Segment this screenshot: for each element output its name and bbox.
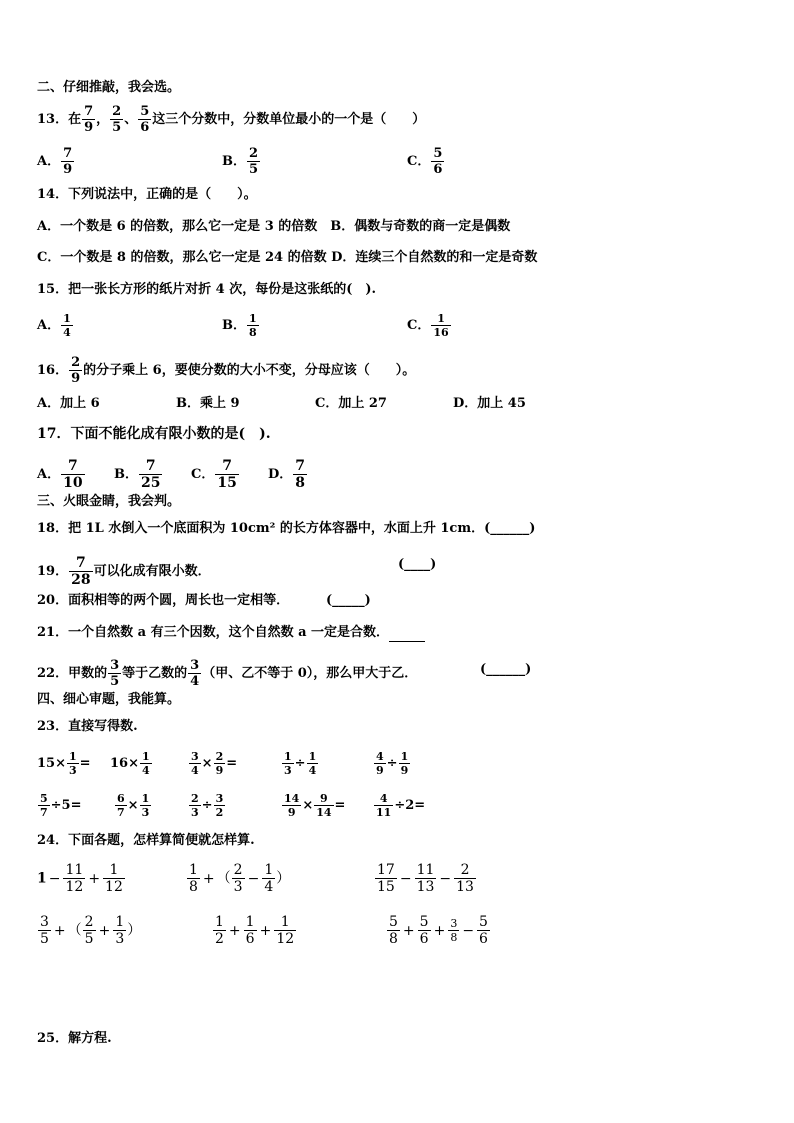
calc-item: $\frac{4}{11}$ ÷2=	[376, 792, 426, 819]
q16-option-a: A．加上 6	[37, 396, 100, 411]
calc-item: $\frac{14}{9}$ × $\frac{9}{14}$ =	[284, 792, 346, 819]
calc-item: $\frac{1}{3}$ ÷ $\frac{1}{4}$	[284, 750, 317, 777]
section-4-title: 四、细心审题，我能算。	[37, 692, 181, 707]
calc-item: $\frac{1}{2}$ + $\frac{1}{6}$ + $\frac{1}{12}$	[215, 914, 295, 947]
calc-item: $\frac{17}{15}$ − $\frac{11}{13}$ − $\frac{2}{13}$	[377, 862, 474, 895]
question-24: 24．下面各题，怎样算简便就怎样算.	[37, 833, 255, 848]
question-13: 13．在 $\frac{7}{9}$ ， $\frac{2}{5}$ 、 $\frac{5}{6}$ 这三个分数中，分数单位最小的一个是（ ）	[37, 104, 426, 135]
question-16: 16． $\frac{2}{9}$ 的分子乘上 6，要使分数的大小不变，分母应该（ ）。	[37, 355, 416, 386]
question-15: 15．把一张长方形的纸片对折 4 次，每份是这张纸的( ).	[37, 282, 377, 297]
calc-item: 16× $\frac{1}{4}$	[110, 750, 150, 777]
q14-options-ab: A．一个数是 6 的倍数，那么它一定是 3 的倍数 B．偶数与奇数的商一定是偶数	[37, 219, 511, 234]
q15-option-b: B． $\frac{1}{8}$	[222, 312, 257, 339]
calc-item: $\frac{1}{8}$ + （ $\frac{2}{3}$ − $\frac{1}{4}$ ）	[189, 862, 291, 895]
calc-item: $\frac{3}{4}$ × $\frac{2}{9}$ =	[191, 750, 238, 777]
fraction: $\frac{2}{5}$	[112, 104, 122, 135]
question-25: 25．解方程.	[37, 1031, 112, 1046]
q14-options-cd: C．一个数是 8 的倍数，那么它一定是 24 的倍数 D．连续三个自然数的和一定是奇数	[37, 250, 538, 265]
question-23: 23．直接写得数.	[37, 719, 138, 734]
calc-item: $\frac{2}{3}$ ÷ $\frac{3}{2}$	[191, 792, 224, 819]
q17-option-b: B． $\frac{7}{25}$	[114, 458, 161, 491]
q15-option-a: A． $\frac{1}{4}$	[37, 312, 71, 339]
q22-answer-blank[interactable]: (______)	[480, 662, 532, 677]
calc-item: $\frac{4}{9}$ ÷ $\frac{1}{9}$	[376, 750, 409, 777]
calc-item: $\frac{5}{8}$ + $\frac{5}{6}$ + $\frac{3}{8}$ − $\frac{5}{6}$	[389, 914, 488, 947]
fraction: $\frac{5}{6}$	[140, 104, 150, 135]
question-21: 21．一个自然数 a 有三个因数，这个自然数 a 一定是合数．	[37, 625, 425, 642]
q20-answer-blank[interactable]: (_____)	[326, 593, 371, 608]
q16-option-b: B．乘上 9	[176, 396, 240, 411]
q17-option-d: D． $\frac{7}{8}$	[268, 458, 306, 491]
q17-option-a: A． $\frac{7}{10}$	[37, 458, 83, 491]
calc-item: 1 − $\frac{11}{12}$ + $\frac{1}{12}$	[37, 862, 123, 895]
fraction: $\frac{7}{9}$	[84, 104, 94, 135]
q16-option-c: C．加上 27	[315, 396, 387, 411]
calc-item: $\frac{6}{7}$ × $\frac{1}{3}$	[117, 792, 150, 819]
question-20: 20．面积相等的两个圆，周长也一定相等．	[37, 593, 290, 608]
q13-option-a: A． $\frac{7}{9}$	[37, 146, 73, 177]
q13-option-c: C． $\frac{5}{6}$	[407, 146, 443, 177]
q19-answer-blank[interactable]: (____)	[398, 557, 437, 572]
calc-item: 15× $\frac{1}{3}$ =	[37, 750, 91, 777]
section-3-title: 三、火眼金睛，我会判。	[37, 494, 181, 509]
q13-option-b: B． $\frac{2}{5}$	[222, 146, 259, 177]
q17-option-c: C． $\frac{7}{15}$	[191, 458, 237, 491]
question-14: 14．下列说法中，正确的是（ ）。	[37, 187, 257, 202]
question-19: 19． $\frac{7}{28}$ 可以化成有限小数．	[37, 555, 211, 588]
q21-answer-blank[interactable]	[389, 625, 425, 642]
calc-item: $\frac{3}{5}$ + （ $\frac{2}{5}$ + $\frac{1}{3}$ ）	[40, 914, 142, 947]
section-2-title: 二、仔细推敲，我会选。	[37, 80, 181, 95]
question-18: 18．把 1L 水倒入一个底面积为 10cm² 的长方体容器中，水面上升 1cm．(______)	[37, 521, 536, 536]
q15-option-c: C． $\frac{1}{16}$	[407, 312, 449, 339]
q16-option-d: D．加上 45	[453, 396, 526, 411]
question-22: 22．甲数的 $\frac{3}{5}$ 等于乙数的 $\frac{3}{4}$ （甲、乙不等于 0），那么甲大于乙．	[37, 658, 418, 689]
question-17: 17．下面不能化成有限小数的是( ).	[37, 426, 271, 442]
calc-item: $\frac{5}{7}$ ÷5=	[40, 792, 82, 819]
